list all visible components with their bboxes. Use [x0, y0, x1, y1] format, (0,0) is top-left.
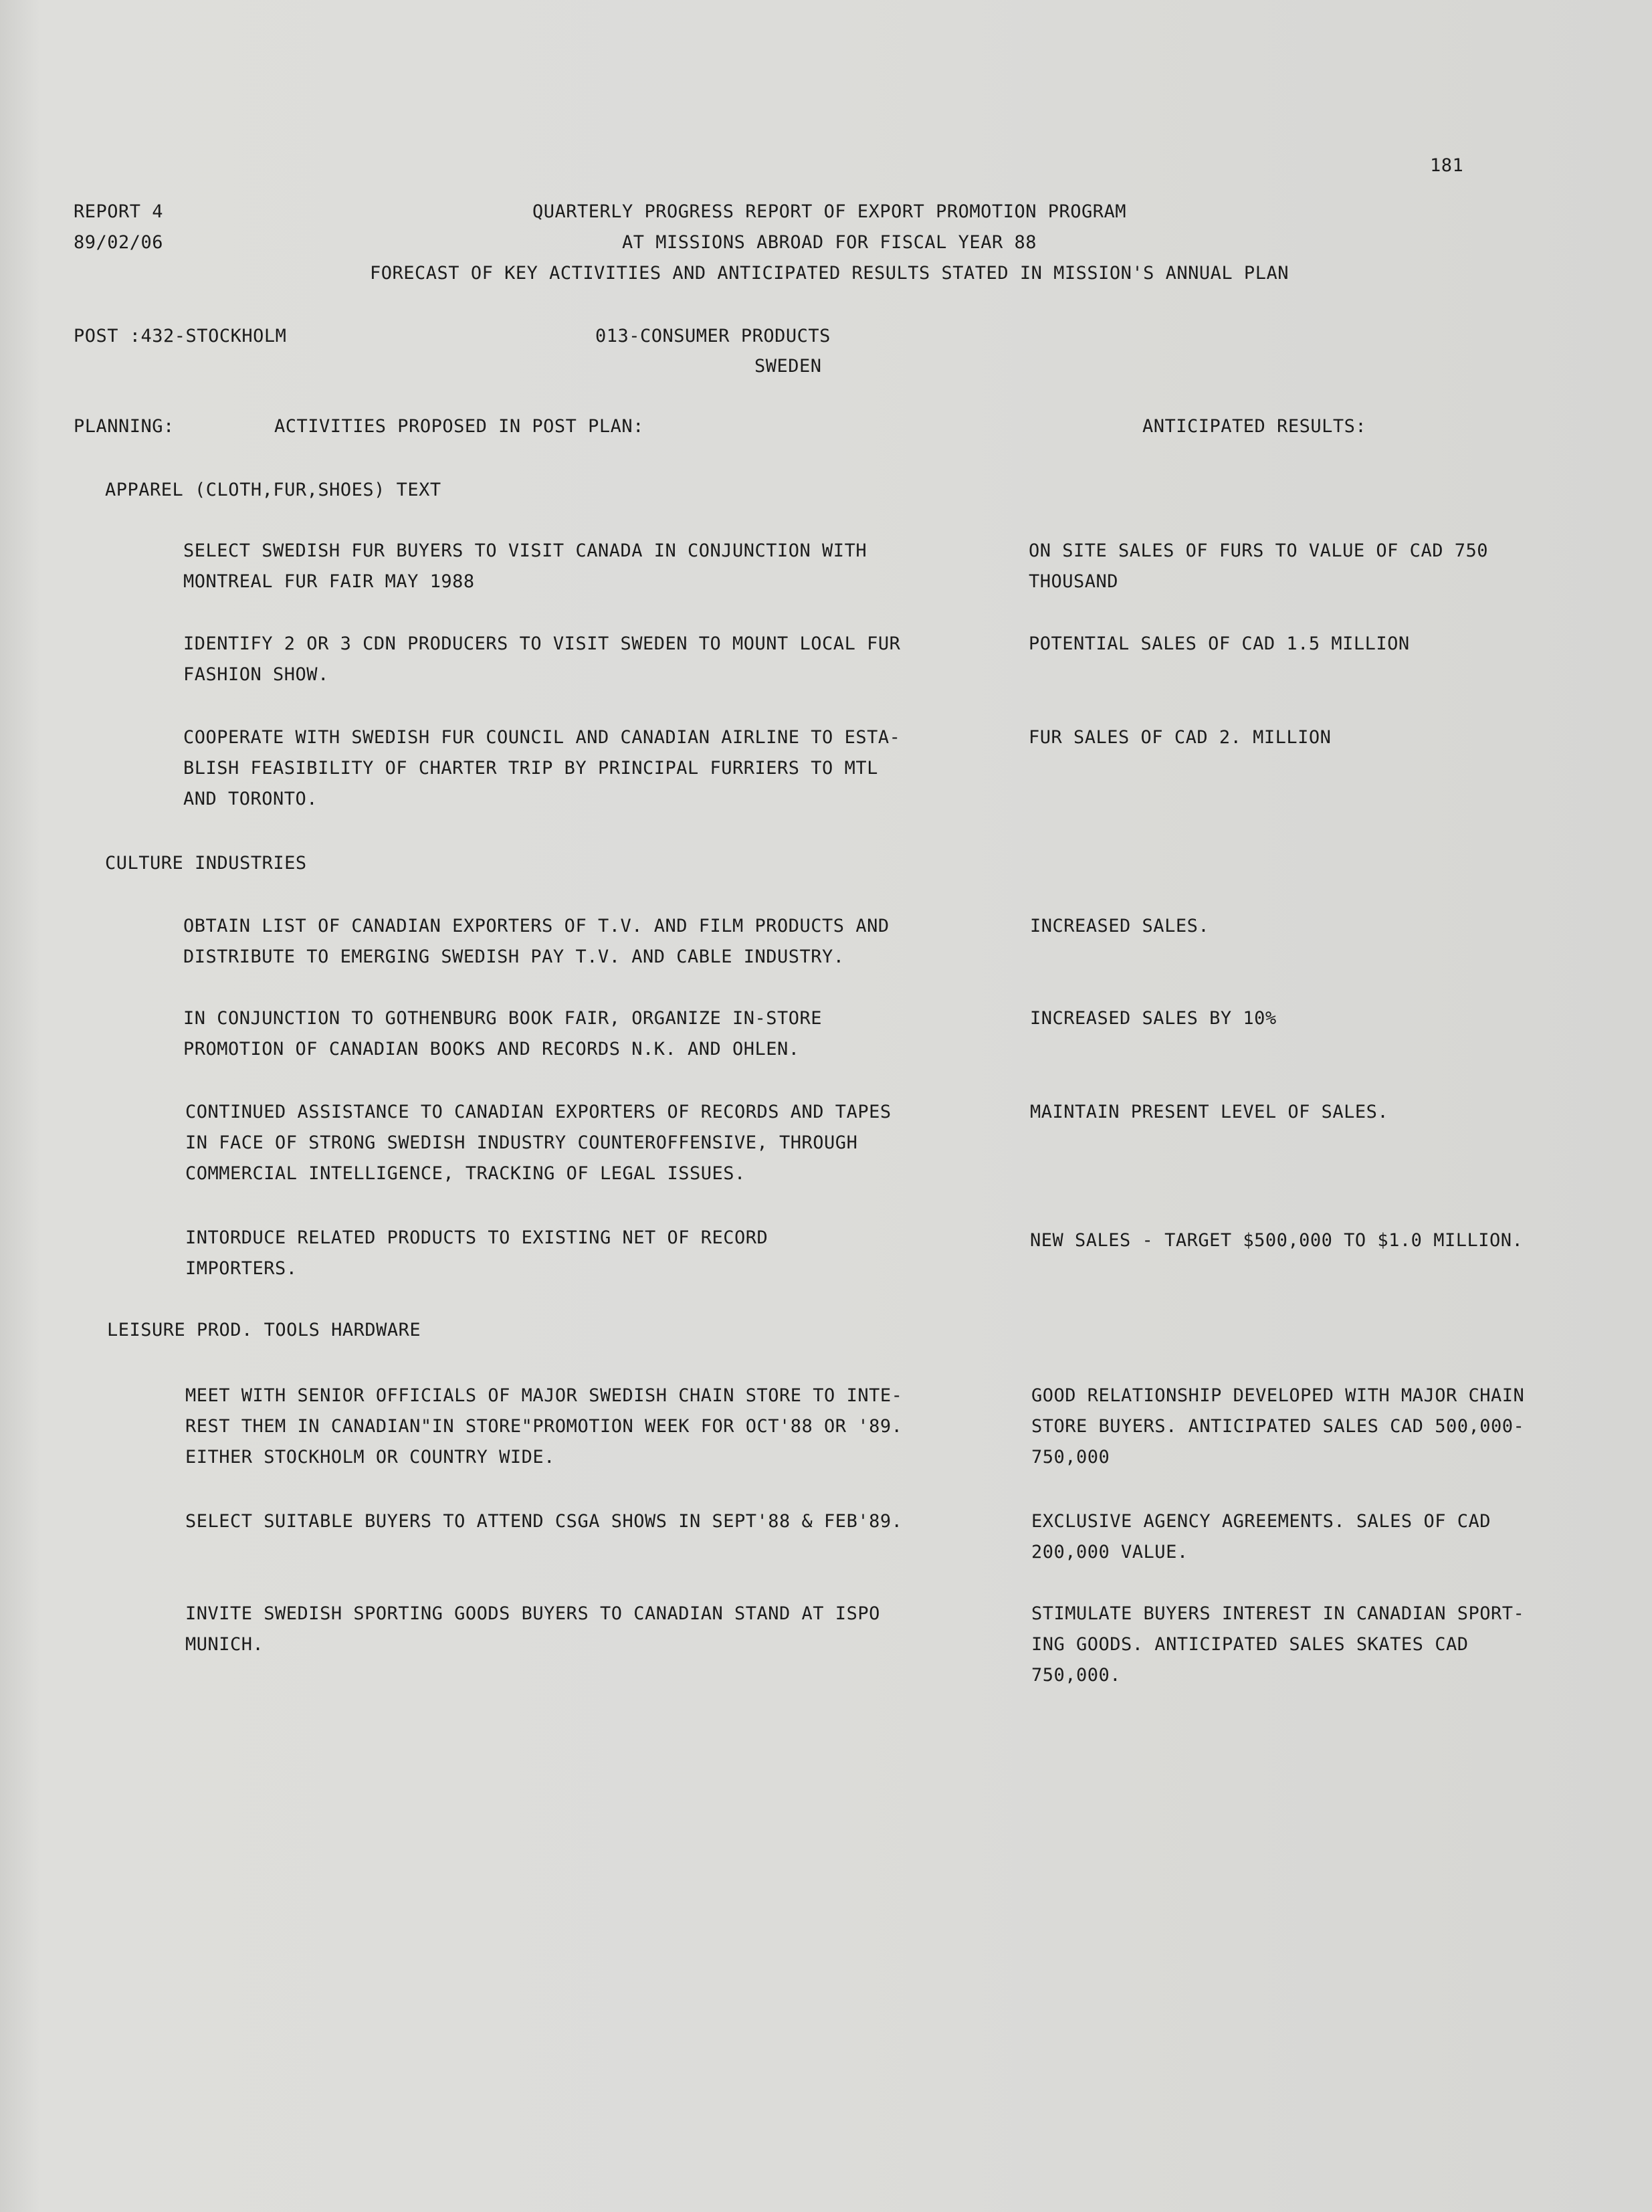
activity-item: SELECT SWEDISH FUR BUYERS TO VISIT CANADA IN CONJUNCTION WITH MONTREAL FUR FAIR MAY 1988	[183, 540, 867, 592]
planning-heading: PLANNING:	[74, 416, 175, 437]
activity-item: CONTINUED ASSISTANCE TO CANADIAN EXPORTERS OF RECORDS AND TAPES IN FACE OF STRONG SWEDISH INDUSTRY COUNTEROFFENSIVE, THROUGH COMMERCIAL INTELLIGENCE, TRACKING OF LEGAL ISSUES.	[185, 1102, 892, 1184]
sector-label: 013-CONSUMER PRODUCTS	[595, 326, 831, 346]
report-title-line-2: AT MISSIONS ABROAD FOR FISCAL YEAR 88	[622, 232, 1037, 253]
activity-item: IN CONJUNCTION TO GOTHENBURG BOOK FAIR, ORGANIZE IN-STORE PROMOTION OF CANADIAN BOOKS AND RECORDS N.K. AND OHLEN.	[183, 1008, 823, 1060]
activity-item: COOPERATE WITH SWEDISH FUR COUNCIL AND CANADIAN AIRLINE TO ESTA- BLISH FEASIBILITY OF CHARTER TRIP BY PRINCIPAL FURRIERS TO MTL AND TORONTO.	[183, 727, 901, 809]
section-title-apparel: APPAREL (CLOTH,FUR,SHOES) TEXT	[105, 480, 441, 500]
result-item: ON SITE SALES OF FURS TO VALUE OF CAD 750 THOUSAND	[1029, 540, 1488, 592]
country-label: SWEDEN	[754, 356, 822, 377]
result-item: NEW SALES - TARGET $500,000 TO $1.0 MILLION.	[1030, 1230, 1524, 1251]
result-item: POTENTIAL SALES OF CAD 1.5 MILLION	[1029, 633, 1410, 654]
page-number: 181	[1430, 155, 1464, 176]
activity-item: SELECT SUITABLE BUYERS TO ATTEND CSGA SHOWS IN SEPT'88 & FEB'89.	[185, 1511, 903, 1532]
report-id: REPORT 4	[74, 201, 164, 222]
activity-item: MEET WITH SENIOR OFFICIALS OF MAJOR SWEDISH CHAIN STORE TO INTE- REST THEM IN CANADIAN"IN STORE"PROMOTION WEEK FOR OCT'88 OR '89. EITHER STOCKHOLM OR COUNTRY WIDE.	[185, 1385, 903, 1468]
activity-item: INTORDUCE RELATED PRODUCTS TO EXISTING NET OF RECORD IMPORTERS.	[185, 1227, 768, 1279]
activity-item: IDENTIFY 2 OR 3 CDN PRODUCERS TO VISIT SWEDEN TO MOUNT LOCAL FUR FASHION SHOW.	[183, 633, 901, 685]
result-item: GOOD RELATIONSHIP DEVELOPED WITH MAJOR CHAIN STORE BUYERS. ANTICIPATED SALES CAD 500,000- 750,000	[1031, 1385, 1525, 1468]
section-title-culture: CULTURE INDUSTRIES	[105, 853, 307, 874]
result-item: STIMULATE BUYERS INTEREST IN CANADIAN SPORT- ING GOODS. ANTICIPATED SALES SKATES CAD 750,000.	[1031, 1603, 1525, 1686]
result-item: MAINTAIN PRESENT LEVEL OF SALES.	[1030, 1102, 1389, 1122]
result-item: INCREASED SALES.	[1030, 916, 1210, 936]
result-item: FUR SALES OF CAD 2. MILLION	[1029, 727, 1332, 748]
activities-heading: ACTIVITIES PROPOSED IN POST PLAN:	[274, 416, 644, 437]
result-item: EXCLUSIVE AGENCY AGREEMENTS. SALES OF CAD 200,000 VALUE.	[1031, 1511, 1491, 1563]
section-title-leisure: LEISURE PROD. TOOLS HARDWARE	[107, 1320, 421, 1340]
result-item: INCREASED SALES BY 10%	[1030, 1008, 1277, 1029]
activity-item: OBTAIN LIST OF CANADIAN EXPORTERS OF T.V. AND FILM PRODUCTS AND DISTRIBUTE TO EMERGING SWEDISH PAY T.V. AND CABLE INDUSTRY.	[183, 916, 890, 967]
report-title-line-1: QUARTERLY PROGRESS REPORT OF EXPORT PROMOTION PROGRAM	[532, 201, 1127, 222]
results-heading: ANTICIPATED RESULTS:	[1142, 416, 1367, 437]
activity-item: INVITE SWEDISH SPORTING GOODS BUYERS TO CANADIAN STAND AT ISPO MUNICH.	[185, 1603, 880, 1655]
report-title-line-3: FORECAST OF KEY ACTIVITIES AND ANTICIPATED RESULTS STATED IN MISSION'S ANNUAL PLAN	[370, 263, 1289, 284]
report-date: 89/02/06	[74, 232, 164, 253]
post-label: POST :432-STOCKHOLM	[74, 326, 287, 346]
